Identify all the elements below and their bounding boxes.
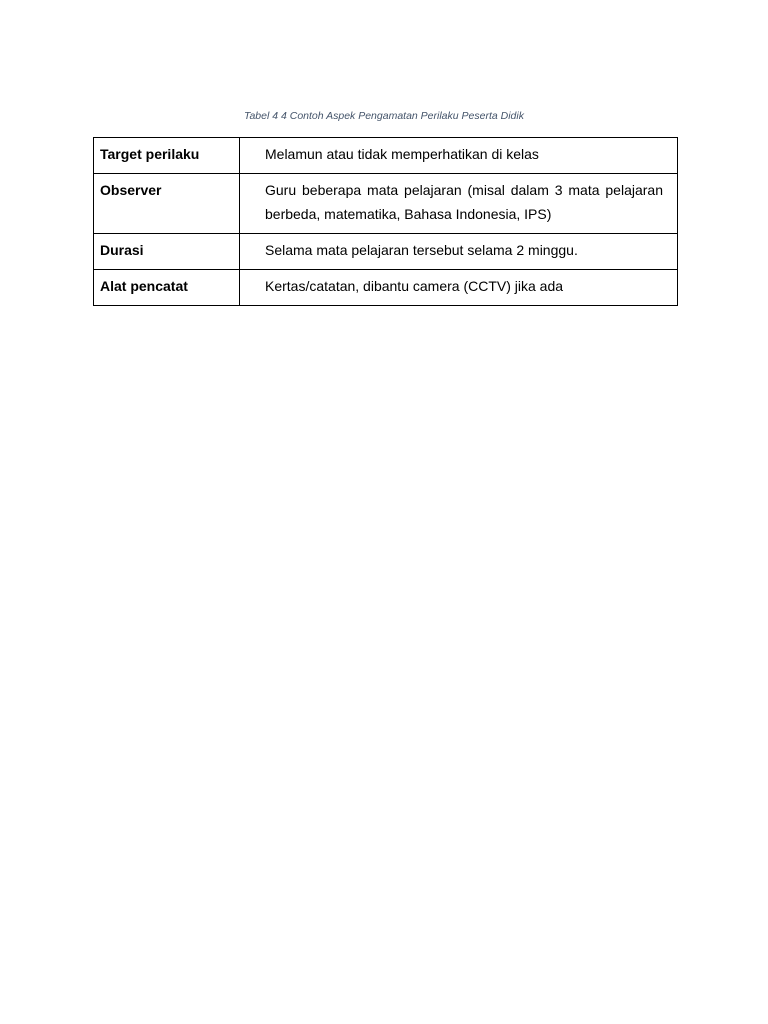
row-value-observer: Guru beberapa mata pelajaran (misal dalam 3 mata pelajaran berbeda, matematika, Bahasa Indonesia, IPS) (240, 174, 678, 234)
table-row (94, 270, 678, 306)
table-caption: Tabel 4 4 Contoh Aspek Pengamatan Perilaku Peserta Didik (244, 110, 524, 122)
observation-table (93, 137, 678, 306)
row-label-durasi: Durasi (94, 234, 240, 270)
table-row (94, 138, 678, 174)
row-value-durasi: Selama mata pelajaran tersebut selama 2 minggu. (240, 234, 678, 270)
table-row (94, 234, 678, 270)
row-value-alat-pencatat: Kertas/catatan, dibantu camera (CCTV) jika ada (240, 270, 678, 306)
row-label-target-perilaku: Target perilaku (94, 138, 240, 174)
table-row (94, 174, 678, 234)
row-label-observer: Observer (94, 174, 240, 234)
row-label-alat-pencatat: Alat pencatat (94, 270, 240, 306)
row-value-target-perilaku: Melamun atau tidak memperhatikan di kelas (240, 138, 678, 174)
